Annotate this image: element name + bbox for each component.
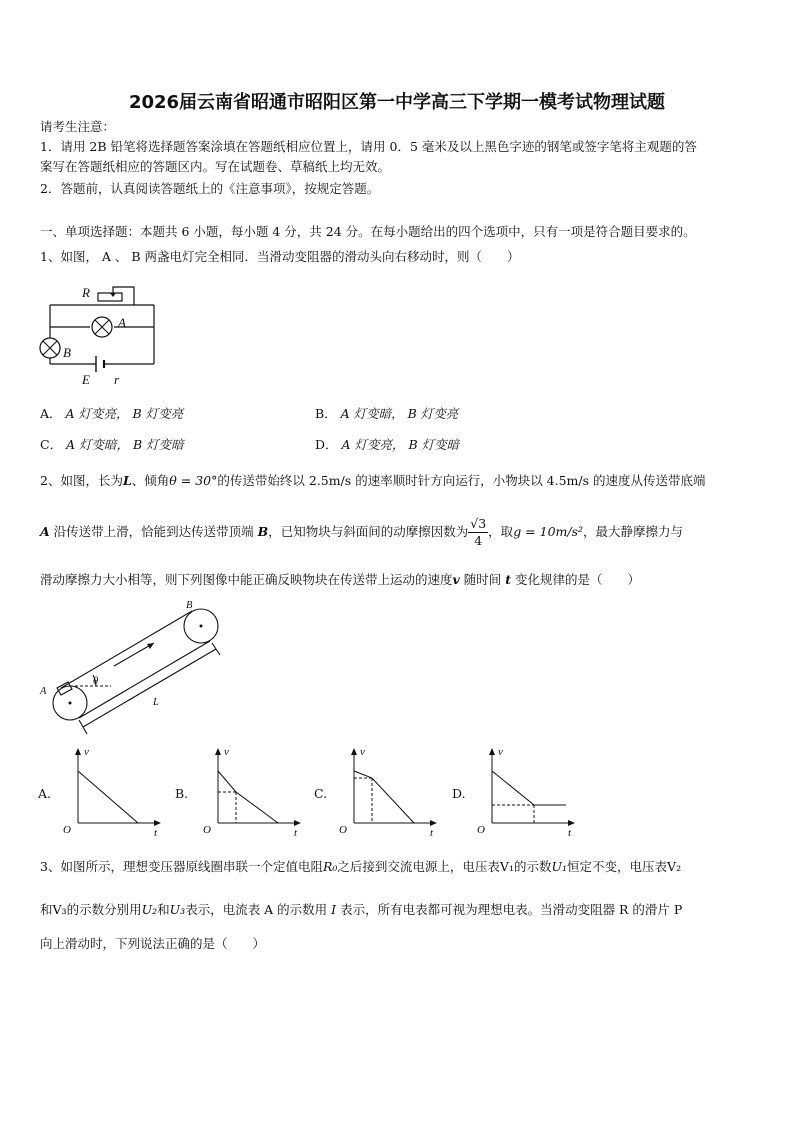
q2-graph-d[interactable]: [474, 745, 584, 840]
q2-graph-c[interactable]: [336, 745, 446, 840]
notice-item-1-line-1: 1．请用 2B 铅笔将选择题答案涂填在答题纸相应位置上，请用 0．5 毫米及以上黑色字迹的钢笔或签字笔将主观题的答: [40, 139, 697, 154]
svg-text:v: v: [360, 746, 365, 758]
q2-option-a-label[interactable]: A.: [38, 786, 52, 801]
svg-text:t: t: [154, 827, 158, 839]
svg-text:t: t: [294, 827, 298, 839]
belt-label-theta: θ: [93, 676, 99, 687]
section-heading: 一、单项选择题：本题共 6 小题，每小题 4 分，共 24 分。在每小题给出的四个选项中，只有一项是符合题目要求的。: [40, 224, 696, 239]
q1-option-c[interactable]: C． A 灯变暗， B 灯变暗: [40, 437, 184, 452]
q1-option-b[interactable]: B． A 灯变暗， B 灯变亮: [315, 406, 459, 421]
notice-item-2: 2．答题前，认真阅读答题纸上的《注意事项》，按规定答题。: [40, 181, 380, 196]
svg-text:O: O: [339, 824, 347, 836]
svg-text:O: O: [203, 824, 211, 836]
q2-option-b-label[interactable]: B.: [175, 786, 189, 801]
svg-text:O: O: [63, 824, 71, 836]
circuit-label-lamp-a: A: [118, 315, 126, 330]
svg-text:t: t: [568, 827, 572, 839]
circuit-label-lamp-b: B: [63, 345, 71, 360]
q2-graph-b[interactable]: [200, 745, 310, 840]
svg-text:v: v: [224, 746, 229, 758]
notice-item-1-line-2: 案写在答题纸相应的答题区内。写在试题卷、草稿纸上均无效。: [40, 159, 391, 174]
svg-text:v: v: [498, 746, 503, 758]
conveyor-belt-diagram: [36, 596, 246, 746]
svg-text:O: O: [477, 824, 485, 836]
question-2-line-3: 滑动摩擦力大小相等，则下列图像中能正确反映物块在传送带上运动的速度v 随时间 t 变化规律的是（ ）: [40, 572, 640, 587]
q2-option-d-label[interactable]: D.: [452, 786, 466, 801]
question-1-stem: 1、如图， A 、 B 两盏电灯完全相同．当滑动变阻器的滑动头向右移动时，则（ ）: [40, 249, 520, 264]
question-3-line-3: 向上滑动时，下列说法正确的是（ ）: [40, 936, 266, 951]
circuit-label-emf: E: [82, 372, 90, 387]
q1-option-d[interactable]: D． A 灯变亮， B 灯变暗: [315, 437, 460, 452]
question-2-line-1: 2、如图，长为L、倾角θ = 30°的传送带始终以 2.5m/s 的速率顺时针方向运行，小物块以 4.5m/s 的速度从传送带底端: [40, 473, 706, 488]
svg-text:t: t: [430, 827, 434, 839]
q2-graph-a[interactable]: [60, 745, 170, 840]
belt-label-a: A: [40, 686, 47, 697]
notice-heading: 请考生注意：: [40, 119, 116, 134]
question-1-circuit-diagram: [34, 280, 164, 390]
circuit-label-r-rheostat: R: [82, 285, 90, 300]
svg-text:v: v: [84, 746, 89, 758]
q1-option-a[interactable]: A． A 灯变亮， B 灯变亮: [40, 406, 184, 421]
circuit-label-internal-resistance: r: [114, 372, 120, 387]
question-2-line-2: A 沿传送带上滑，恰能到达传送带顶端 B，已知物块与斜面间的动摩擦因数为 $\frac{√3}{4}$ ，取g = 10m/s²，最大静摩擦力与: [40, 516, 684, 548]
belt-label-b: B: [186, 600, 193, 611]
question-3-line-2: 和V₃的示数分别用U₂和U₃表示，电流表 A 的示数用 I 表示，所有电表都可视为理想电表。当滑动变阻器 R 的滑片 P: [40, 902, 683, 917]
page-title: 2026届云南省昭通市昭阳区第一中学高三下学期一模考试物理试题: [128, 92, 666, 113]
friction-coefficient-fraction: $\frac{√3}{4}$: [470, 516, 487, 548]
question-3-line-1: 3、如图所示，理想变压器原线圈串联一个定值电阻R₀之后接到交流电源上，电压表V₁的示数U₁恒定不变，电压表V₂: [40, 859, 682, 874]
belt-label-length: L: [153, 697, 159, 708]
q2-option-c-label[interactable]: C.: [314, 786, 328, 801]
